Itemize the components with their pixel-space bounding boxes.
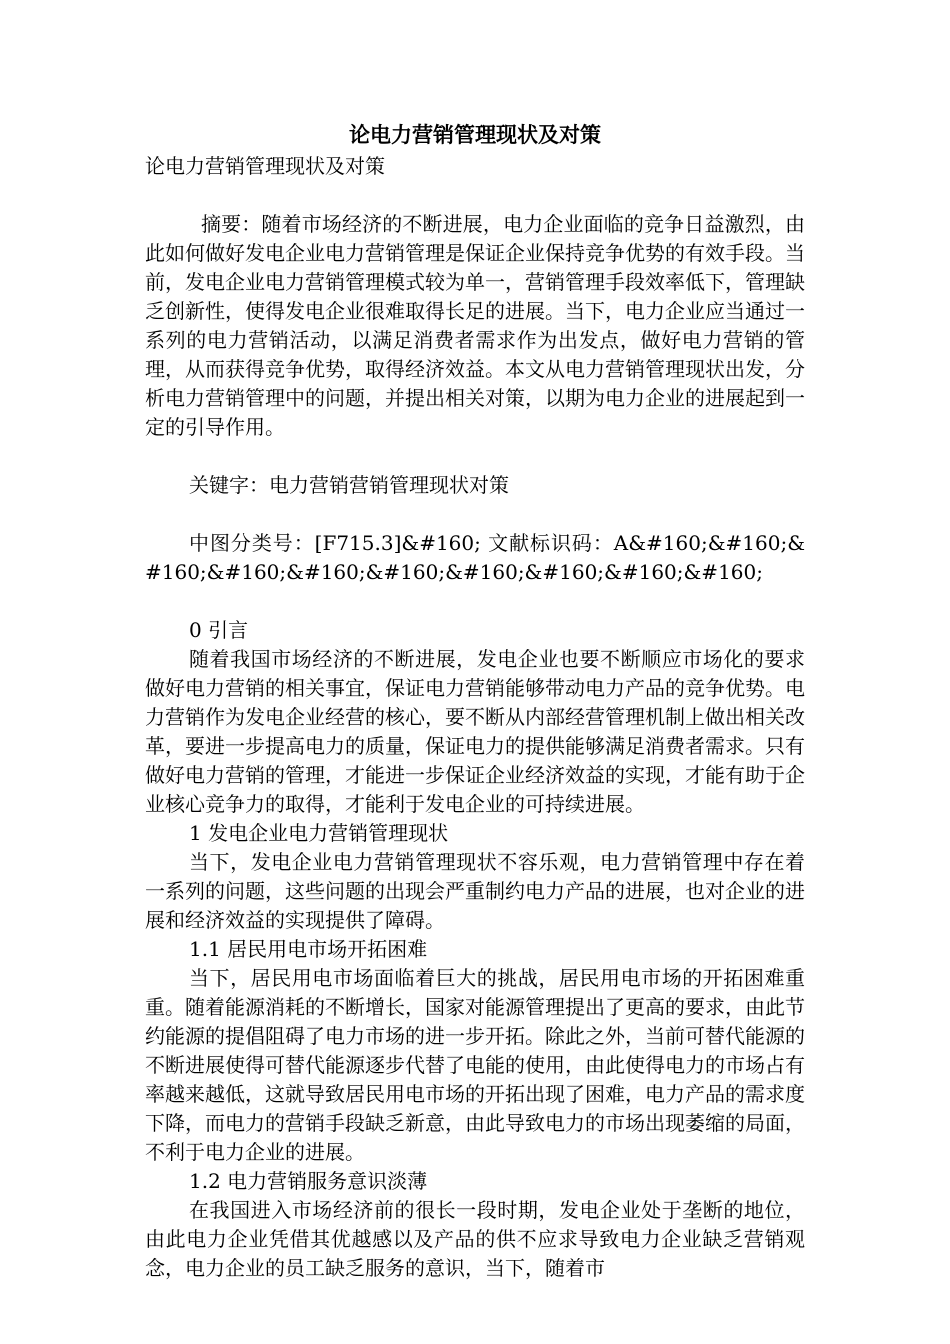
section-intro xyxy=(145,616,805,819)
section-service-awareness xyxy=(145,1167,805,1283)
section-body: 当下，发电企业电力营销管理现状不容乐观，电力营销管理中存在着一系列的问题，这些问题的出现会严重制约电力产品的进展，也对企业的进展和经济效益的实现提供了障碍。 xyxy=(145,850,805,932)
keywords-line: 关键字：电力营销营销管理现状对策 xyxy=(189,473,509,497)
section-heading: 1 发电企业电力营销管理现状 xyxy=(189,821,449,845)
section-body: 当下，居民用电市场面临着巨大的挑战，居民用电市场的开拓困难重重。随着能源消耗的不断增长，国家对能源管理提出了更高的要求，由此节约能源的提倡阻碍了电力市场的进一步开拓。除此之外，当前可替代能源的不断进展使得可替代能源逐步代替了电能的使用，由此使得电力的市场占有率越来越低，这就导致居民用电市场的开拓出现了困难，电力产品的需求度下降，而电力的营销手段缺乏新意，由此导致电力的市场出现萎缩的局面，不利于电力企业的进展。 xyxy=(145,966,805,1164)
section-body: 在我国进入市场经济前的很长一段时期，发电企业处于垄断的地位，由此电力企业凭借其优越感以及产品的供不应求导致电力企业缺乏营销观念，电力企业的员工缺乏服务的意识，当下，随着市 xyxy=(145,1198,805,1280)
document-subtitle: 论电力营销管理现状及对策 xyxy=(145,154,385,178)
document-title: 论电力营销管理现状及对策 xyxy=(349,123,601,147)
abstract-paragraph: 摘要：随着市场经济的不断进展，电力企业面临的竞争日益激烈，由此如何做好发电企业电力营销管理是保证企业保持竞争优势的有效手段。当前，发电企业电力营销管理模式较为单一，营销管理手段效率低下，管理缺乏创新性，使得发电企业很难取得长足的进展。当下，电力企业应当通过一系列的电力营销活动，以满足消费者需求作为出发点，做好电力营销的管理，从而获得竞争优势，取得经济效益。本文从电力营销管理现状出发，分析电力营销管理中的问题，并提出相关对策，以期为电力企业的进展起到一定的引导作用。 xyxy=(145,212,805,439)
section-residential-market xyxy=(145,935,805,1167)
section-status xyxy=(145,819,805,935)
section-heading: 1.1 居民用电市场开拓困难 xyxy=(189,937,428,961)
section-heading: 1.2 电力营销服务意识淡薄 xyxy=(189,1169,428,1193)
section-heading: 0 引言 xyxy=(189,618,249,642)
section-body: 随着我国市场经济的不断进展，发电企业也要不断顺应市场化的要求做好电力营销的相关事宜，保证电力营销能够带动电力产品的竞争优势。电力营销作为发电企业经营的核心，要不断从内部经营管理机制上做出相关改革，要进一步提高电力的质量，保证电力的提供能够满足消费者需求。只有做好电力营销的管理，才能进一步保证企业经济效益的实现，才能有助于企业核心竞争力的取得，才能利于发电企业的可持续进展。 xyxy=(145,647,805,816)
document-page xyxy=(145,118,805,1283)
classification-line: 中图分类号：[F715.3]&#160; 文献标识码：A&#160;&#160;&#160;&#160;&#160;&#160;&#160;&#160;&#160;&#160; xyxy=(145,531,805,584)
